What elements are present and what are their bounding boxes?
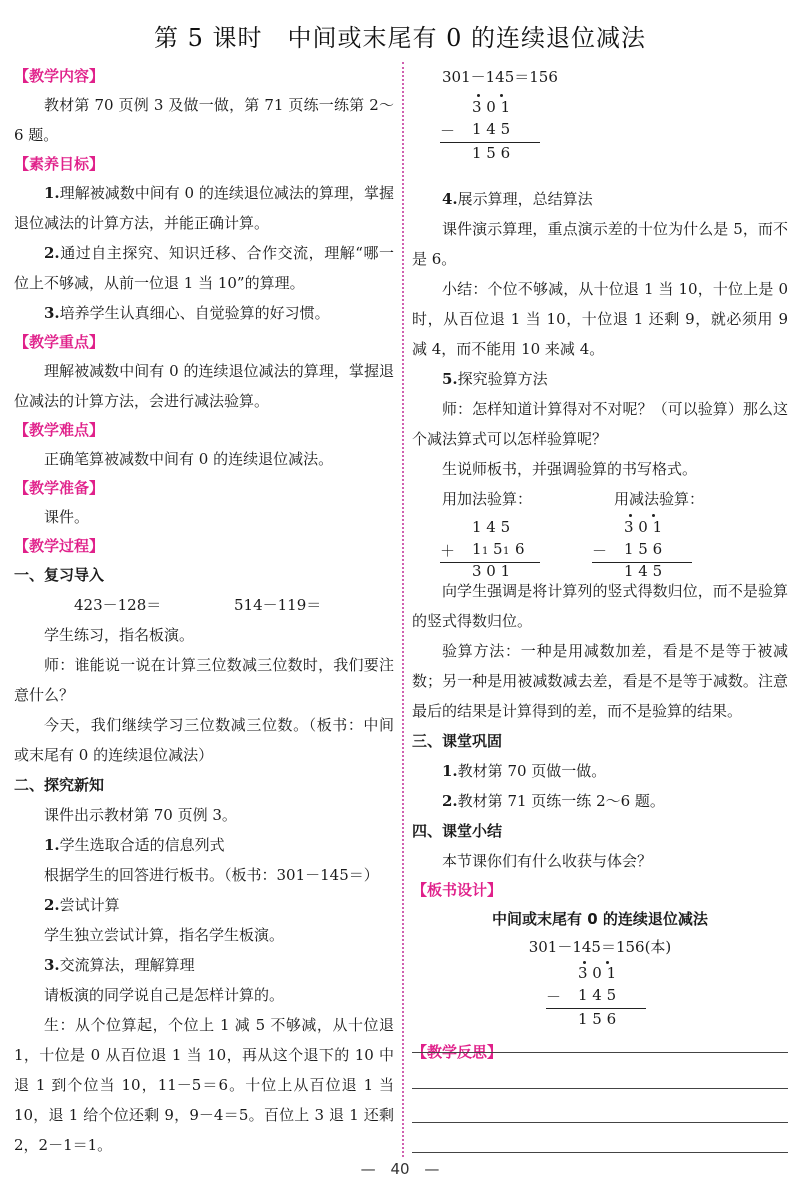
board-vertical-calc <box>412 960 788 1038</box>
heading-review: 一、复习导入 <box>14 566 105 584</box>
board-equation: 301－145＝156(本) <box>528 938 672 956</box>
goal-1 <box>14 178 394 238</box>
section-preparation: 【教学准备】 <box>14 479 105 497</box>
calc-row-subtrahend: 1 4 5 <box>472 120 511 138</box>
goal-2-num: 2. <box>44 244 60 262</box>
board-title: 中间或末尾有 0 的连续退位减法 <box>492 910 708 928</box>
step-5 <box>412 364 788 394</box>
add-calc-digit-c: 6 <box>515 540 525 558</box>
explore-p4: 请板演的同学说自己是怎样计算的。 <box>44 986 285 1004</box>
page-number: 40 <box>390 1160 410 1178</box>
section-reflection: 【教学反思】 <box>412 1043 503 1061</box>
right-p4: 生说师板书，并强调验算的书写格式。 <box>442 460 698 478</box>
heading-explore: 二、探究新知 <box>14 776 105 794</box>
page-number-dash-left: — <box>360 1160 376 1178</box>
section-key-points: 【教学重点】 <box>14 333 105 351</box>
step-5-text: 探究验算方法 <box>457 370 548 388</box>
check-labels <box>412 484 788 514</box>
add-calc-result: 3 0 1 <box>472 562 511 580</box>
review-equations <box>14 590 394 620</box>
add-calc-row-1: 1 4 5 <box>472 518 511 536</box>
step-3 <box>14 950 394 980</box>
add-calc-carry-2: 1 <box>503 546 510 557</box>
section-process: 【教学过程】 <box>14 537 105 555</box>
preparation-text: 课件。 <box>44 508 90 526</box>
right-column <box>412 62 788 1066</box>
borrow-dot <box>477 94 480 97</box>
step-1-text: 学生选取合适的信息列式 <box>59 836 225 854</box>
difficulties-text: 正确笔算被减数中间有 0 的连续退位减法。 <box>44 450 334 468</box>
vertical-eq-label: 301－145＝156 <box>442 68 558 86</box>
explore-p5: 生：从个位算起，个位上 1 减 5 不够减，从十位退 1，十位是 0 从百位退 1 当 10，再从这个退下的 10 中退 1 到个位当 10，11－5＝6。十位上从百位退 1 当 10，退 1 给个位还剩 9，9－4＝5。百位上 3 退 1 还剩 2，2－1＝1。 <box>14 1016 394 1154</box>
right-p5: 向学生强调是将计算列的竖式得数归位，而不是验算的竖式得数归位。 <box>412 582 788 630</box>
reflection-line <box>412 1122 788 1123</box>
review-p1: 学生练习，指名板演。 <box>44 626 195 644</box>
board-calc-row-2: 1 4 5 <box>578 986 617 1004</box>
review-p3: 今天，我们继续学习三位数减三位数。（板书：中间或末尾有 0 的连续退位减法） <box>14 716 394 764</box>
check-sub-label: 用减法验算： <box>614 490 705 508</box>
check-add-label: 用加法验算： <box>442 490 533 508</box>
add-calc-carry-1: 1 <box>482 546 489 557</box>
consol-2-text: 教材第 71 页练一练 2～6 题。 <box>457 792 665 810</box>
step-3-num: 3. <box>44 956 60 974</box>
borrow-dot <box>629 514 632 517</box>
left-column <box>14 62 394 1160</box>
consol-1 <box>412 756 788 786</box>
goal-3-text: 培养学生认真细心、自觉验算的好习惯。 <box>59 304 330 322</box>
explore-p1: 课件出示教材第 70 页例 3。 <box>44 806 237 824</box>
board-calc-operator: － <box>546 988 562 1006</box>
right-p2: 小结：个位不够减，从十位退 1 当 10，十位上是 0 时，从百位退 1 当 10，十位退 1 还剩 9，就必须用 9 减 4，而不能用 10 来减 4。 <box>412 280 788 358</box>
board-calc-rule <box>546 1008 646 1009</box>
calc-row-result: 1 5 6 <box>472 144 511 162</box>
review-p2: 师：谁能说一说在计算三位数减三位数时，我们要注意什么？ <box>14 656 394 704</box>
sub-calc-row-2: 1 5 6 <box>624 540 663 558</box>
goal-3-num: 3. <box>44 304 60 322</box>
add-calc-operator: ＋ <box>440 542 456 560</box>
calc-operator: － <box>440 122 456 140</box>
review-eq-b: 514－119＝ <box>234 596 322 614</box>
step-2-text: 尝试计算 <box>59 896 120 914</box>
column-divider <box>402 62 404 1157</box>
key-points-text: 理解被减数中间有 0 的连续退位减法的算理，掌握退位减法的计算方法，会进行减法验算。 <box>14 362 394 410</box>
explore-p3: 学生独立尝试计算，指名学生板演。 <box>44 926 285 944</box>
add-calc-digit-b: 5 <box>493 540 503 558</box>
consol-2 <box>412 786 788 816</box>
step-2-num: 2. <box>44 896 60 914</box>
reflection-line <box>412 1088 788 1089</box>
consol-1-num: 1. <box>442 762 458 780</box>
heading-consolidation: 三、课堂巩固 <box>412 732 503 750</box>
right-p3: 师：怎样知道计算得对不对呢？（可以验算）那么这个减法算式可以怎样验算呢？ <box>412 400 788 448</box>
goal-1-num: 1. <box>44 184 60 202</box>
step-1-num: 1. <box>44 836 60 854</box>
page-number-dash-right: — <box>424 1160 440 1178</box>
page-footer <box>0 1160 800 1178</box>
goal-3 <box>14 298 394 328</box>
calc-rule <box>440 142 540 143</box>
board-calc-result: 1 5 6 <box>578 1010 617 1028</box>
goal-2-text: 通过自主探究、知识迁移、合作交流，理解“哪一位上不够减，从前一位退 1 当 10”的算理。 <box>14 244 394 292</box>
check-calcs <box>412 514 788 580</box>
sub-calc-result: 1 4 5 <box>624 562 663 580</box>
goal-1-text: 理解被减数中间有 0 的连续退位减法的算理，掌握退位减法的计算方法，并能正确计算。 <box>14 184 394 232</box>
review-eq-a: 423－128＝ <box>74 596 162 614</box>
step-3-text: 交流算法，理解算理 <box>59 956 195 974</box>
sub-calc-operator: － <box>592 542 608 560</box>
step-4 <box>412 184 788 214</box>
section-teaching-content: 【教学内容】 <box>14 67 105 85</box>
right-p6: 验算方法：一种是用减数加差，看是不是等于被减数；另一种是用被减数减去差，看是不是等于减数。注意最后的结果是计算得到的差，而不是验算的结果。 <box>412 642 788 720</box>
summary-text: 本节课你们有什么收获与体会？ <box>442 852 653 870</box>
step-4-text: 展示算理，总结算法 <box>457 190 593 208</box>
section-difficulties: 【教学难点】 <box>14 421 105 439</box>
step-1 <box>14 830 394 860</box>
explore-p2: 根据学生的回答进行板书。（板书：301－145＝） <box>44 866 379 884</box>
sub-calc-row-1: 3 0 1 <box>624 518 663 536</box>
calc-row-minuend: 3 0 1 <box>472 98 511 116</box>
right-p1: 课件演示算理，重点演示差的十位为什么是 5，而不是 6。 <box>412 220 788 268</box>
consol-1-text: 教材第 70 页做一做。 <box>457 762 607 780</box>
goal-2 <box>14 238 394 298</box>
borrow-dot <box>652 514 655 517</box>
reflection-line <box>412 1052 788 1053</box>
heading-summary: 四、课堂小结 <box>412 822 503 840</box>
consol-2-num: 2. <box>442 792 458 810</box>
step-5-num: 5. <box>442 370 458 388</box>
page-title: 第 5 课时 中间或末尾有 0 的连续退位减法 <box>153 24 647 52</box>
reflection-line <box>412 1152 788 1153</box>
section-board-design: 【板书设计】 <box>412 881 503 899</box>
vertical-calc-top <box>412 92 788 184</box>
add-calc-digit-a: 1 <box>472 540 482 558</box>
section-goals: 【素养目标】 <box>14 155 105 173</box>
board-calc-row-1: 3 0 1 <box>578 964 617 982</box>
step-2 <box>14 890 394 920</box>
borrow-dot <box>500 94 503 97</box>
teaching-content-text: 教材第 70 页例 3 及做一做，第 71 页练一练第 2～6 题。 <box>14 96 394 144</box>
step-4-num: 4. <box>442 190 458 208</box>
